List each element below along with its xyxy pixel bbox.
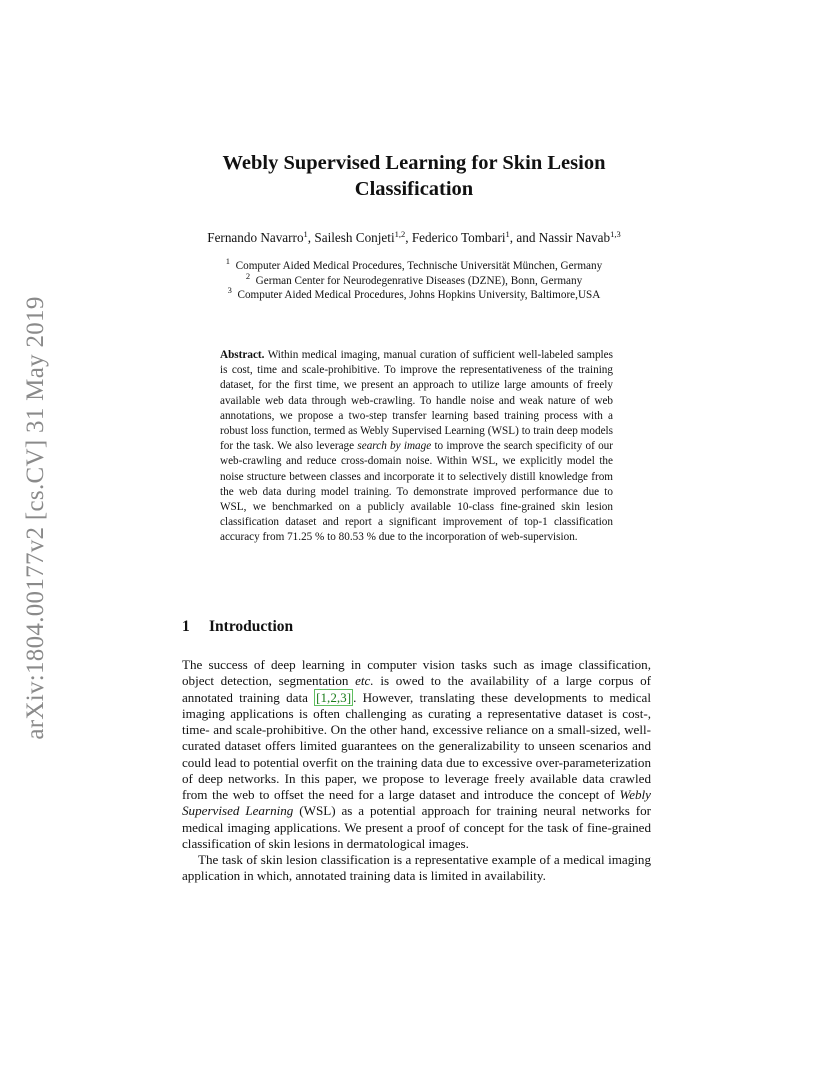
abstract-emphasis: search by image: [357, 440, 432, 453]
author-separator: ,: [405, 230, 412, 245]
author-name: Federico Tombari: [411, 230, 506, 245]
abstract-text-part-2: to improve the search specificity of our web-crawling and reduce cross-domain noise. Within WSL, we explicitly model the noise structure between classes and incorporate it to selectively distill knowledge from the web data during model training. To demonstrate improved performance due to WSL, we benchmarked on a publicly available 10-class fine-grained skin lesion classification dataset and report a significant improvement of top-1 classification accuracy from 71.25 % to 80.53 % due to the incorporation of web-supervision.: [220, 440, 613, 544]
paper-title-line-2: Classification: [354, 178, 474, 200]
section-number: 1: [182, 618, 190, 635]
affiliation-text: Computer Aided Medical Procedures, Technische Universität München, Germany: [235, 260, 603, 272]
affiliation-text: German Center for Neurodegenrative Diseases (DZNE), Bonn, Germany: [255, 274, 583, 287]
affiliation-mark: 2: [245, 270, 251, 281]
author-name: Sailesh Conjeti: [314, 230, 395, 245]
abstract-label: Abstract.: [220, 349, 265, 361]
introduction-body: [182, 657, 651, 885]
author-name: Nassir Navab: [538, 230, 611, 245]
abstract-text-part-1: Within medical imaging, manual curation of sufficient well-labeled samples is cost, time and scale-prohibitive. To improve the representativeness of the training dataset, for the first time, we present an approach to utilize large amounts of freely available web data through web-crawling. To handle noise and weak nature of web annotations, we propose a two-step transfer learning based training process with a robust loss function, termed as Webly Supervised Learning (WSL) to train deep models for the task. We also leverage: [220, 349, 613, 453]
introduction-paragraph-2: The task of skin lesion classification is a representative example of a medical imaging application in which, annotated training data is limited in availability.: [182, 852, 651, 884]
paper-title: [160, 150, 668, 202]
author-separator: , and: [509, 230, 539, 245]
affiliation-mark: 3: [227, 285, 232, 295]
intro-emphasis-wsl: Webly Supervised Learning: [182, 787, 651, 819]
abstract: [220, 348, 613, 546]
affiliation-list: [150, 256, 678, 303]
intro-emphasis-etc: etc.: [355, 673, 374, 689]
author-separator: ,: [307, 230, 315, 245]
intro-text: is owed to the availability of a large corpus of annotated training data: [182, 673, 651, 705]
intro-text: (WSL) as a potential approach for training neural networks for medical imaging applications. We present a proof of concept for the task of fine-grained classification of skin lesions in dermatological images.: [182, 803, 651, 851]
author-list: [150, 229, 678, 247]
author-affiliation-mark: 1,3: [610, 229, 621, 239]
introduction-paragraph-1: [182, 657, 651, 852]
citation-link[interactable]: [1,2,3]: [316, 689, 352, 705]
arxiv-identifier-stamp: arXiv:1804.00177v2 [cs.CV] 31 May 2019: [22, 296, 49, 740]
affiliation-mark: 1: [225, 256, 231, 266]
intro-text: . However, translating these developments to medical imaging applications is often challenging as curating a representative dataset is cost-, time- and scale-prohibitive. On the other hand, excessive reliance on a small-sized, well-curated dataset offers limited guarantees on the generalizability to unseen scenarios and could lead to potential overfit on the training data due to excessive over-parameterization of deep networks. In this paper, we propose to leverage freely available data crawled from the web to offset the need for a large dataset and introduce the concept of: [182, 689, 651, 802]
author-affiliation-mark: 1,2: [394, 229, 406, 239]
affiliation-item: [150, 256, 678, 274]
author-name: Fernando Navarro: [207, 230, 304, 245]
affiliation-text: Computer Aided Medical Procedures, Johns Hopkins University, Baltimore,USA: [237, 289, 601, 301]
section-title: Introduction: [209, 618, 294, 635]
paper-title-line-1: Webly Supervised Learning for Skin Lesion: [222, 152, 606, 174]
author-affiliation-mark: 1: [505, 229, 510, 239]
section-heading-introduction: [182, 618, 293, 636]
author-affiliation-mark: 1: [303, 229, 308, 239]
intro-text: The success of deep learning in computer vision tasks such as image classification, object detection, segmentation: [182, 657, 651, 689]
affiliation-item: [150, 285, 678, 303]
